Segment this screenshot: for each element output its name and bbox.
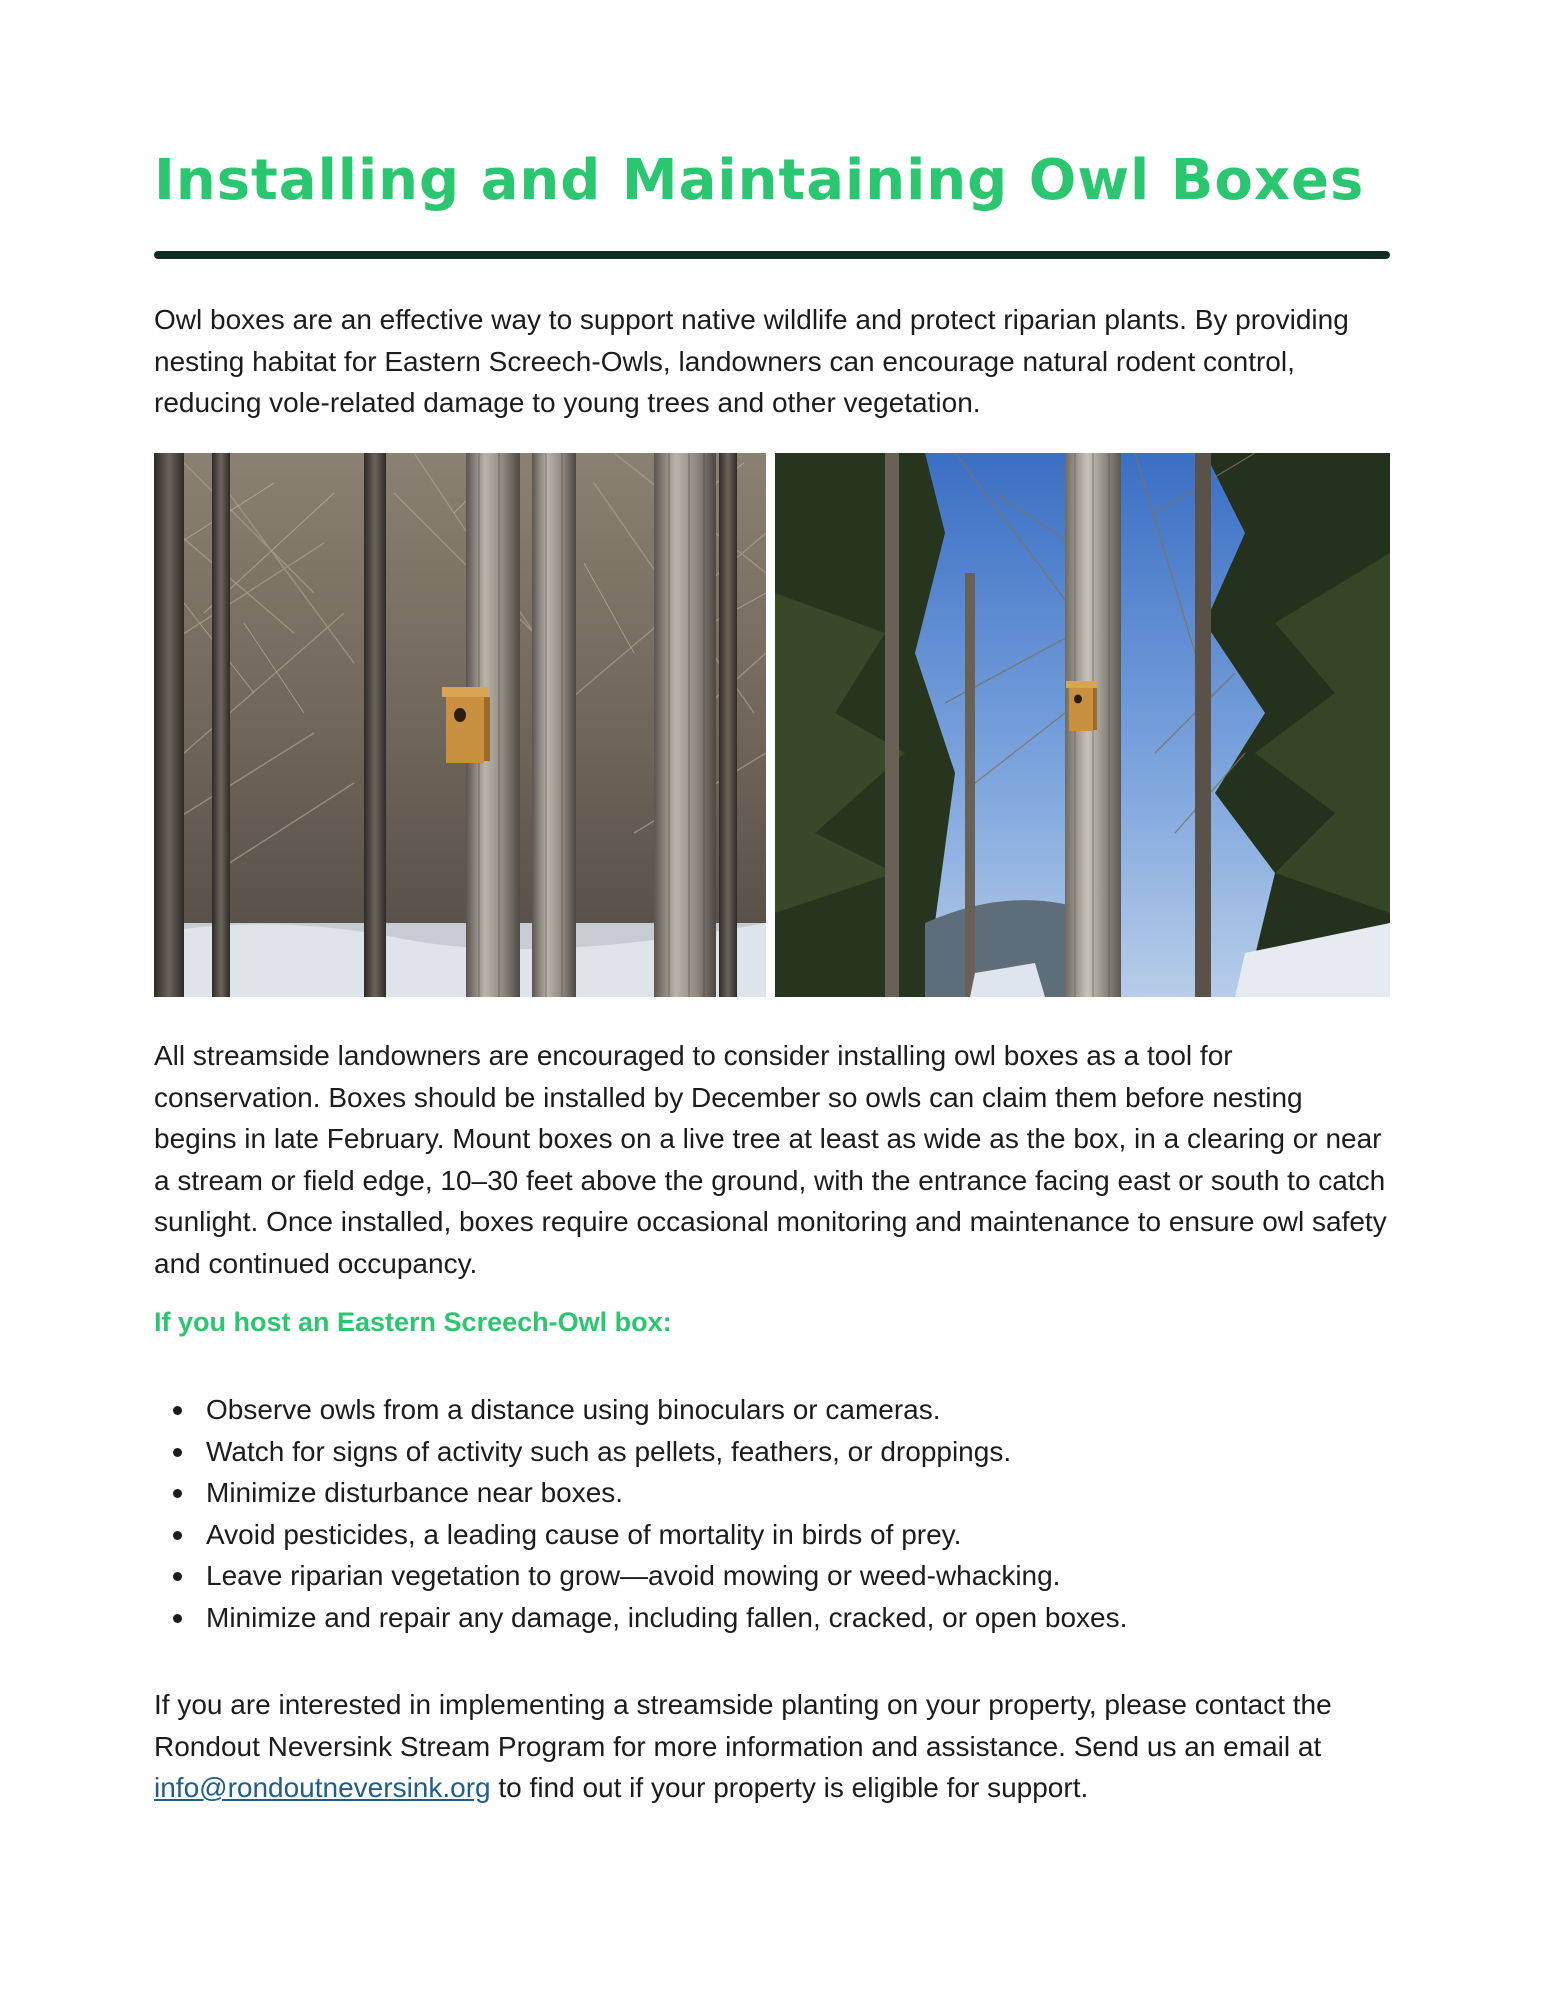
list-item [154, 1472, 1390, 1514]
owl-box-photo-left [154, 453, 766, 997]
bullet-icon [173, 1406, 182, 1415]
bullet-icon [173, 1489, 182, 1498]
host-tips-list [154, 1389, 1390, 1638]
host-tips-heading: If you host an Eastern Screech-Owl box: [154, 1307, 672, 1337]
tip-text: Minimize disturbance near boxes. [206, 1477, 624, 1508]
tip-text: Observe owls from a distance using binoculars or cameras. [206, 1394, 941, 1425]
title-divider [154, 251, 1390, 259]
bullet-icon [173, 1614, 182, 1623]
photo-pair [154, 453, 1390, 997]
bullet-icon [173, 1448, 182, 1457]
tip-text: Watch for signs of activity such as pellets, feathers, or droppings. [206, 1435, 1012, 1467]
contact-text-after: to find out if your property is eligible for support. [490, 1772, 1089, 1803]
contact-paragraph [154, 1684, 1390, 1809]
contact-text-before: If you are interested in implementing a streamside planting on your property, please contact the Rondout Neversink Stream Program for more information and assistance. Send us an email at [154, 1689, 1332, 1762]
list-item [154, 1555, 1390, 1597]
bullet-icon [173, 1572, 182, 1581]
email-link[interactable]: info@rondoutneversink.org [154, 1772, 491, 1803]
page-title: Installing and Maintaining Owl Boxes [154, 148, 1365, 213]
list-item [154, 1431, 1390, 1473]
owl-box-photo-right [775, 453, 1390, 997]
tip-text: Minimize and repair any damage, including fallen, cracked, or open boxes. [206, 1601, 1128, 1633]
list-item [154, 1389, 1390, 1431]
tip-text: Avoid pesticides, a leading cause of mortality in birds of prey. [206, 1518, 962, 1550]
bullet-icon [173, 1531, 182, 1540]
list-item [154, 1597, 1390, 1639]
installation-paragraph: All streamside landowners are encouraged to consider installing owl boxes as a tool for conservation. Boxes should be installed by December so owls can claim them before nesting begins in late February. Mount boxes on a live tree at least as wide as the box, in a clearing or near a stream or field edge, 10–30 feet above the ground, with the entrance facing east or south to catch sunlight. Once installed, boxes require occasional monitoring and maintenance to ensure owl safety and continued occupancy. [154, 1040, 1387, 1279]
intro-paragraph: Owl boxes are an effective way to support native wildlife and protect riparian plants. By providing nesting habitat for Eastern Screech-Owls, landowners can encourage natural rodent control, reducing vole-related damage to young trees and other vegetation. [154, 304, 1349, 418]
list-item [154, 1514, 1390, 1556]
tip-text: Leave riparian vegetation to grow—avoid mowing or weed-whacking. [206, 1560, 1061, 1591]
